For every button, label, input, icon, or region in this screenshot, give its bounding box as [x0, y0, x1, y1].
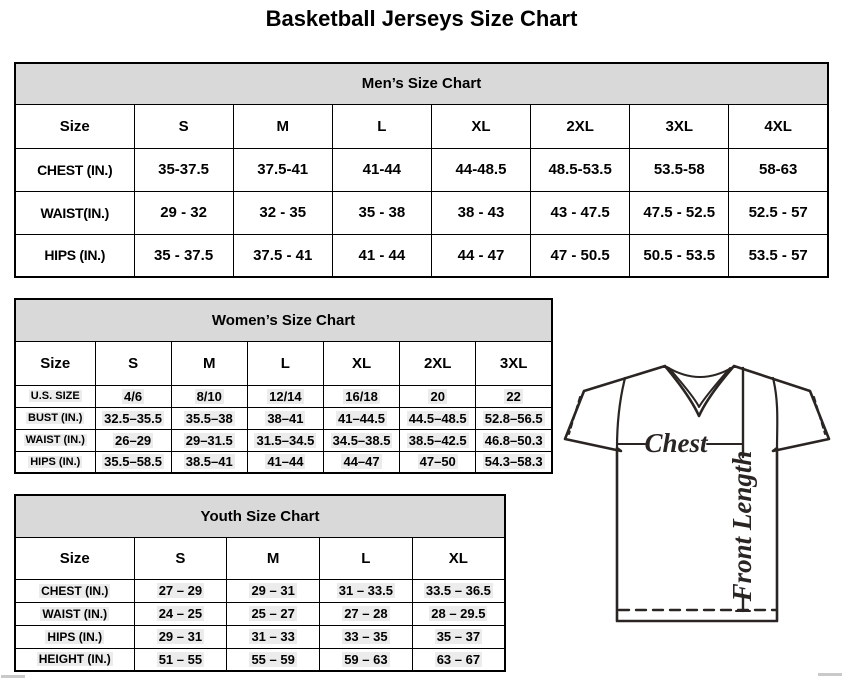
value-cell: 35-37.5	[134, 148, 233, 191]
value-cell	[476, 451, 552, 473]
value-cell	[400, 429, 476, 451]
value-cell: 35 - 38	[332, 191, 431, 234]
row-label	[15, 602, 134, 625]
column-header: S	[95, 341, 171, 385]
cell-text: 31 – 33.5	[338, 583, 393, 598]
cell-text: 54.3–58.3	[484, 454, 543, 470]
value-cell	[171, 429, 247, 451]
cell-text: 26–29	[115, 432, 152, 448]
value-cell	[171, 407, 247, 429]
cell-text: 29 – 31	[251, 583, 295, 598]
value-cell	[227, 625, 320, 648]
front-length-label: Front Length	[727, 450, 757, 602]
value-cell	[134, 648, 227, 671]
value-cell	[95, 385, 171, 407]
value-cell	[412, 625, 505, 648]
table-row	[15, 385, 552, 407]
value-cell	[412, 602, 505, 625]
jersey-measurement-diagram	[555, 354, 843, 644]
value-cell: 53.5-58	[630, 148, 729, 191]
cell-text: 55 – 59	[251, 651, 295, 667]
row-label	[15, 625, 134, 648]
table-title: Youth Size Chart	[15, 495, 505, 537]
column-header: S	[134, 104, 233, 148]
row-label: WAIST(IN.)	[15, 191, 134, 234]
value-cell	[323, 407, 399, 429]
cell-text: 35.5–58.5	[104, 454, 162, 470]
cell-text: 41–44.5	[338, 410, 386, 426]
value-cell: 32 - 35	[233, 191, 332, 234]
value-cell	[247, 385, 323, 407]
value-cell: 50.5 - 53.5	[630, 234, 729, 277]
cell-text: 8/10	[196, 388, 222, 404]
value-cell: 35 - 37.5	[134, 234, 233, 277]
value-cell	[247, 451, 323, 473]
table-title-row	[15, 495, 505, 537]
table-row	[15, 429, 552, 451]
cell-text: 24 – 25	[158, 606, 203, 621]
cell-text: 38.5–42.5	[408, 432, 467, 448]
column-header: XL	[431, 104, 530, 148]
value-cell	[320, 648, 413, 671]
cell-text: 35 – 37	[436, 629, 481, 644]
cell-text: BUST (IN.)	[28, 412, 83, 424]
cell-text: 27 – 28	[344, 606, 388, 621]
value-cell: 41-44	[332, 148, 431, 191]
column-header: M	[227, 537, 320, 579]
value-cell	[320, 579, 413, 602]
table-title-row	[15, 299, 552, 341]
value-cell	[227, 602, 320, 625]
table-title-row	[15, 63, 828, 104]
cell-text: 25 – 27	[251, 606, 295, 621]
column-header: Size	[15, 104, 134, 148]
value-cell	[400, 385, 476, 407]
value-cell	[171, 451, 247, 473]
cell-text: 29–31.5	[185, 432, 233, 448]
cell-text: 35.5–38	[185, 410, 233, 426]
cell-text: 4/6	[124, 388, 143, 404]
cell-text: 38–41	[267, 410, 304, 426]
page-edge-artifact-left	[1, 675, 25, 678]
table-row	[15, 451, 552, 473]
column-header: 3XL	[476, 341, 552, 385]
youth-size-chart-table	[14, 494, 506, 672]
row-label: HIPS (IN.)	[15, 234, 134, 277]
value-cell: 37.5-41	[233, 148, 332, 191]
value-cell: 29 - 32	[134, 191, 233, 234]
column-header: XL	[323, 341, 399, 385]
table-row	[15, 648, 505, 671]
cell-text: 32.5–35.5	[104, 410, 162, 426]
cell-text: 33.5 – 36.5	[425, 583, 491, 598]
value-cell	[247, 429, 323, 451]
cell-text: 22	[506, 388, 521, 404]
value-cell	[227, 648, 320, 671]
column-header: 2XL	[400, 341, 476, 385]
cell-text: 38.5–41	[185, 454, 233, 470]
column-header: XL	[412, 537, 505, 579]
cell-text: 28 – 29.5	[431, 606, 486, 621]
cell-text: 44–47	[343, 454, 380, 470]
value-cell: 58-63	[729, 148, 828, 191]
value-cell: 37.5 - 41	[233, 234, 332, 277]
cell-text: 63 – 67	[436, 651, 481, 667]
table-row	[15, 148, 828, 191]
cell-text: U.S. SIZE	[30, 390, 80, 402]
column-header: Size	[15, 341, 95, 385]
cell-text: WAIST (IN.)	[25, 434, 85, 446]
value-cell	[476, 385, 552, 407]
cell-text: 20	[430, 388, 445, 404]
column-header: L	[332, 104, 431, 148]
right-sleeve-seam	[773, 378, 777, 448]
row-label	[15, 407, 95, 429]
column-header: 4XL	[729, 104, 828, 148]
column-header: L	[247, 341, 323, 385]
table-row	[15, 602, 505, 625]
page-edge-artifact-right	[818, 673, 842, 676]
value-cell	[95, 407, 171, 429]
cell-text: 27 – 29	[158, 583, 203, 598]
column-header: M	[171, 341, 247, 385]
value-cell	[400, 451, 476, 473]
value-cell: 43 - 47.5	[531, 191, 630, 234]
value-cell	[400, 407, 476, 429]
mens-size-chart-table	[14, 62, 829, 278]
value-cell	[134, 625, 227, 648]
table-title: Women’s Size Chart	[15, 299, 552, 341]
value-cell: 47.5 - 52.5	[630, 191, 729, 234]
cell-text: 59 – 63	[344, 651, 388, 667]
value-cell: 41 - 44	[332, 234, 431, 277]
value-cell	[95, 429, 171, 451]
cell-text: HIPS (IN.)	[47, 629, 103, 644]
column-header: Size	[15, 537, 134, 579]
cell-text: HIPS (IN.)	[30, 455, 81, 468]
value-cell	[247, 407, 323, 429]
value-cell	[95, 451, 171, 473]
cell-text: 31.5–34.5	[256, 432, 315, 448]
value-cell: 53.5 - 57	[729, 234, 828, 277]
cell-text: 12/14	[269, 388, 302, 404]
row-label	[15, 385, 95, 407]
value-cell: 48.5-53.5	[531, 148, 630, 191]
table-row	[15, 579, 505, 602]
value-cell	[323, 429, 399, 451]
right-cuff-dashed-line	[814, 397, 825, 434]
cell-text: 16/18	[345, 388, 378, 404]
column-header: S	[134, 537, 227, 579]
column-header-row	[15, 341, 552, 385]
value-cell	[134, 602, 227, 625]
row-label	[15, 451, 95, 473]
column-header-row	[15, 537, 505, 579]
cell-text: 51 – 55	[158, 651, 203, 667]
cell-text: WAIST (IN.)	[42, 606, 108, 621]
value-cell	[171, 385, 247, 407]
cell-text: HEIGHT (IN.)	[38, 652, 111, 667]
value-cell	[476, 407, 552, 429]
cell-text: 41–44	[267, 454, 304, 470]
column-header: 2XL	[531, 104, 630, 148]
value-cell	[323, 451, 399, 473]
cell-text: 31 – 33	[251, 629, 295, 644]
value-cell	[320, 602, 413, 625]
cell-text: CHEST (IN.)	[41, 583, 109, 598]
value-cell	[320, 625, 413, 648]
table-title: Men’s Size Chart	[15, 63, 828, 104]
cell-text: 33 – 35	[344, 629, 388, 644]
table-row	[15, 407, 552, 429]
value-cell	[412, 579, 505, 602]
row-label	[15, 648, 134, 671]
left-sleeve-seam	[617, 378, 625, 448]
cell-text: 46.8–50.3	[484, 432, 543, 448]
value-cell: 44 - 47	[431, 234, 530, 277]
value-cell	[412, 648, 505, 671]
cell-text: 34.5–38.5	[332, 432, 391, 448]
value-cell	[476, 429, 552, 451]
womens-size-chart-table	[14, 298, 553, 474]
row-label	[15, 579, 134, 602]
cell-text: 52.8–56.5	[484, 410, 543, 426]
value-cell	[134, 579, 227, 602]
left-cuff-dashed-line	[569, 397, 580, 434]
column-header-row	[15, 104, 828, 148]
table-row	[15, 191, 828, 234]
cell-text: 44.5–48.5	[408, 410, 467, 426]
chest-label: Chest	[644, 428, 708, 458]
value-cell: 44-48.5	[431, 148, 530, 191]
value-cell	[323, 385, 399, 407]
row-label: CHEST (IN.)	[15, 148, 134, 191]
cell-text: 47–50	[419, 454, 456, 470]
table-row	[15, 625, 505, 648]
column-header: 3XL	[630, 104, 729, 148]
value-cell: 47 - 50.5	[531, 234, 630, 277]
column-header: L	[320, 537, 413, 579]
value-cell: 38 - 43	[431, 191, 530, 234]
value-cell	[227, 579, 320, 602]
value-cell: 52.5 - 57	[729, 191, 828, 234]
page-title: Basketball Jerseys Size Chart	[265, 6, 578, 31]
cell-text: 29 – 31	[158, 629, 203, 644]
row-label	[15, 429, 95, 451]
table-row	[15, 234, 828, 277]
column-header: M	[233, 104, 332, 148]
